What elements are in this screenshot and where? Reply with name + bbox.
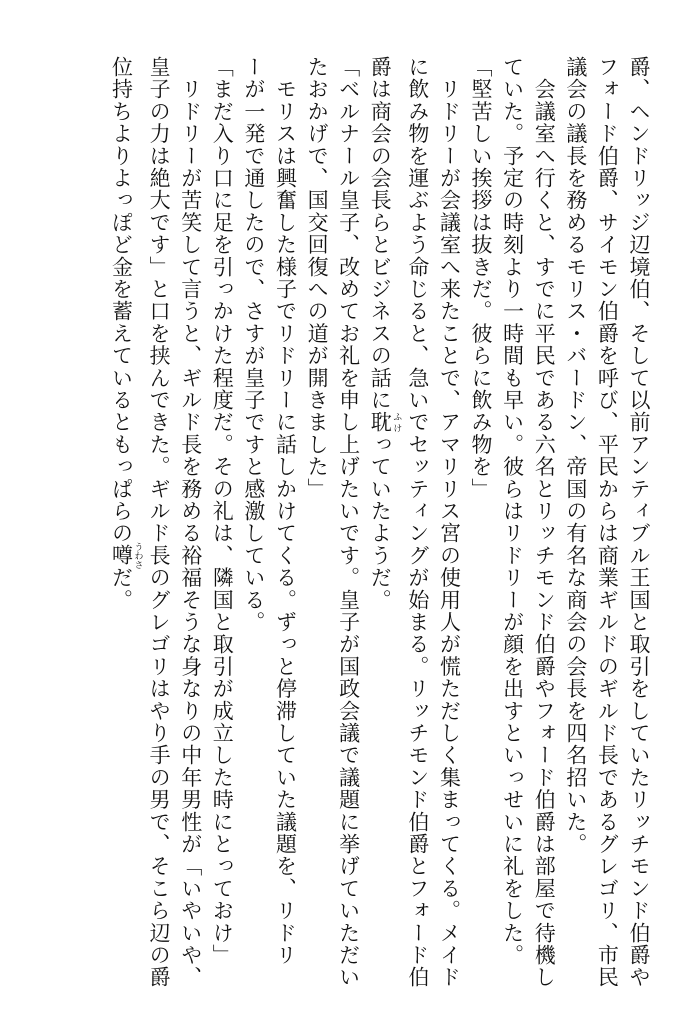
text-segment: だ。 [109,566,134,612]
text-line: 「まだ入り口に足を引っかけた程度だ。その礼は、隣国と取引が成立した時にとっておけ」 [210,56,235,967]
text-segment: 位持ちよりよっぽど金を蓄えているともっぱらの [109,56,134,545]
text-segment: 爵は商会の会長らとビジネスの話に [368,56,393,412]
text-line: フォード伯爵、サイモン伯爵を呼び、平民からは商業ギルドのギルド長であるグレゴリ、市民 [595,56,620,989]
text-line: 議会の議長を務めるモリス・バードン、帝国の有名な商会の会長を四名招いた。 [563,56,588,856]
text-line-with-ruby [364,56,402,976]
text-line: モリスは興奮した様子でリドリーに話しかけてくる。ずっと停滞していた議題を、リドリ [273,56,298,967]
ruby-word [109,542,143,570]
text-line: リドリーが苦笑して言うと、ギルド長を務める裕福そうな身なりの中年男性が「いやいや、 [178,56,203,989]
ruby-word [368,411,402,434]
ruby-base: 噂 [109,542,134,569]
text-segment: っていたようだ。 [368,433,393,612]
text-line-with-ruby [105,56,143,976]
text-line: 会議室へ行くと、すでに平民である六名とリッチモンド伯爵やフォード伯爵は部屋で待機し [532,56,557,989]
text-line: 爵、ヘンドリッジ辺境伯、そして以前アンティブル王国と取引をしていたリッチモンド伯爵や [627,56,651,989]
ruby-base: 耽 [368,411,393,434]
text-line: ていた。予定の時刻より一時間も早い。彼らはリドリーが顔を出すといっせいに礼をした。 [500,56,525,967]
text-line: たおかげで、国交回復への道が開きました」 [305,56,330,500]
text-line: 「堅苦しい挨拶は抜きだ。彼らに飲み物を」 [469,56,494,500]
text-line: に飲み物を運ぶよう命じると、急いでセッティングが始まる。リッチモンド伯爵とフォード伯 [405,56,430,989]
text-line: リドリーが会議室へ来たことで、アマリリス宮の使用人が慌ただしく集まってくる。メイド [437,56,462,989]
ruby-reading: ふけ [391,411,402,434]
text-line: 「ベルナール皇子、改めてお礼を申し上げたいです。皇子が国政会議で議題に挙げていただい [336,56,361,989]
text-line: ーが一発で通したので、さすが皇子ですと感激している。 [241,56,266,634]
vertical-text-body [105,56,654,989]
ruby-reading: うわさ [132,542,143,570]
text-line: 皇子の力は絶大です」と口を挟んできた。ギルド長のグレゴリはやり手の男で、そこら辺の爵 [147,56,172,989]
